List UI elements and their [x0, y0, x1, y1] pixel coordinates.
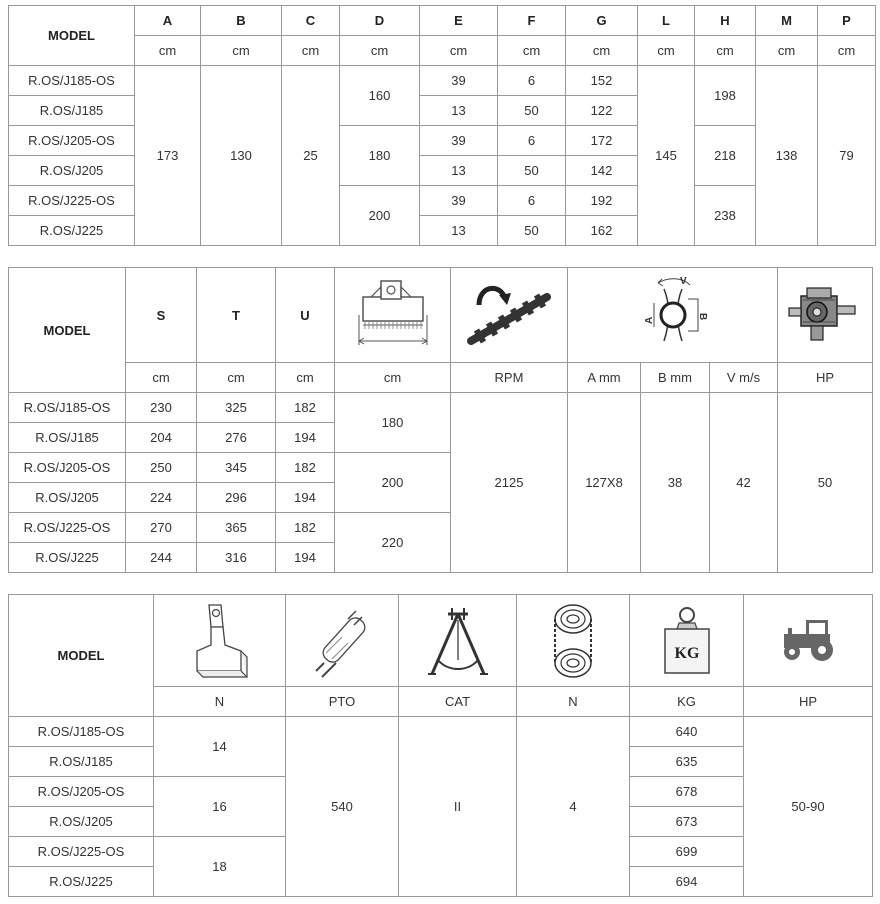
value-s: 270 — [126, 513, 197, 543]
unit-cell: cm — [201, 36, 282, 66]
value-a-mm: 127X8 — [568, 393, 641, 573]
tractor-icon — [778, 616, 838, 666]
pto-header — [286, 595, 399, 687]
value-b: 130 — [201, 66, 282, 246]
unit-cell: HP — [744, 687, 873, 717]
model-cell: R.OS/J205 — [9, 807, 154, 837]
unit-cell: CAT — [399, 687, 517, 717]
model-cell: R.OS/J185 — [9, 747, 154, 777]
mower-width-header — [335, 268, 451, 363]
model-cell: R.OS/J205 — [9, 156, 135, 186]
value-hammers: 18 — [154, 837, 286, 897]
value-pto: 540 — [286, 717, 399, 897]
belt-section-icon — [618, 273, 728, 357]
dimensions-table — [8, 5, 876, 246]
value-width: 220 — [335, 513, 451, 573]
belt-b-label: B — [696, 313, 708, 321]
value-b-mm: 38 — [641, 393, 710, 573]
value-s: 204 — [126, 423, 197, 453]
model-cell: R.OS/J225 — [9, 216, 135, 246]
model-cell: R.OS/J225-OS — [9, 837, 154, 867]
model-cell: R.OS/J185-OS — [9, 717, 154, 747]
model-cell: R.OS/J185 — [9, 423, 126, 453]
column-header: G — [566, 6, 638, 36]
value-f: 50 — [498, 216, 566, 246]
value-u: 182 — [276, 513, 335, 543]
value-p: 79 — [818, 66, 876, 246]
value-e: 39 — [420, 126, 498, 156]
model-cell: R.OS/J205-OS — [9, 453, 126, 483]
value-g: 162 — [566, 216, 638, 246]
value-e: 13 — [420, 216, 498, 246]
value-v-ms: 42 — [710, 393, 778, 573]
model-cell: R.OS/J185 — [9, 96, 135, 126]
unit-cell: A mm — [568, 363, 641, 393]
value-e: 39 — [420, 186, 498, 216]
value-hammers: 14 — [154, 717, 286, 777]
value-kg: 673 — [630, 807, 744, 837]
value-f: 6 — [498, 66, 566, 96]
value-s: 230 — [126, 393, 197, 423]
model-header: MODEL — [9, 268, 126, 393]
unit-cell: cm — [197, 363, 276, 393]
unit-cell: cm — [135, 36, 201, 66]
belt-v-label: V — [679, 276, 687, 287]
value-d: 200 — [340, 186, 420, 246]
column-header: H — [695, 6, 756, 36]
weight-icon-label: KG — [674, 644, 699, 662]
value-a: 173 — [135, 66, 201, 246]
unit-cell: V m/s — [710, 363, 778, 393]
value-t: 365 — [197, 513, 276, 543]
unit-cell: cm — [276, 363, 335, 393]
unit-cell: cm — [638, 36, 695, 66]
weight-header — [630, 595, 744, 687]
value-u: 194 — [276, 423, 335, 453]
value-g: 142 — [566, 156, 638, 186]
unit-cell: B mm — [641, 363, 710, 393]
value-t: 325 — [197, 393, 276, 423]
hammer-header — [154, 595, 286, 687]
value-g: 122 — [566, 96, 638, 126]
value-t: 276 — [197, 423, 276, 453]
value-u: 182 — [276, 393, 335, 423]
unit-cell: cm — [566, 36, 638, 66]
model-cell: R.OS/J225 — [9, 867, 154, 897]
value-kg: 699 — [630, 837, 744, 867]
column-header: D — [340, 6, 420, 36]
model-cell: R.OS/J205-OS — [9, 777, 154, 807]
value-hp: 50-90 — [744, 717, 873, 897]
value-e: 13 — [420, 156, 498, 186]
value-u: 194 — [276, 543, 335, 573]
value-h: 218 — [695, 126, 756, 186]
hammer-blade-icon — [185, 601, 255, 681]
column-header: L — [638, 6, 695, 36]
unit-cell: PTO — [286, 687, 399, 717]
model-header: MODEL — [9, 595, 154, 717]
unit-cell: cm — [340, 36, 420, 66]
value-e: 13 — [420, 96, 498, 126]
value-g: 172 — [566, 126, 638, 156]
value-c: 25 — [282, 66, 340, 246]
value-hammers: 16 — [154, 777, 286, 837]
weight-icon — [657, 603, 717, 679]
value-m: 138 — [756, 66, 818, 246]
mower-width-icon — [351, 275, 435, 355]
unit-cell: KG — [630, 687, 744, 717]
three-point-hitch-icon — [418, 600, 498, 682]
belt-a-label: A — [643, 316, 655, 324]
value-d: 160 — [340, 66, 420, 126]
model-header: MODEL — [9, 6, 135, 66]
value-rpm: 2125 — [451, 393, 568, 573]
value-belts: 4 — [517, 717, 630, 897]
pto-shaft-icon — [302, 601, 382, 681]
column-header: B — [201, 6, 282, 36]
value-t: 345 — [197, 453, 276, 483]
value-cat: II — [399, 717, 517, 897]
unit-cell: cm — [498, 36, 566, 66]
value-kg: 640 — [630, 717, 744, 747]
value-width: 200 — [335, 453, 451, 513]
equipment-table — [8, 594, 873, 897]
unit-cell: cm — [756, 36, 818, 66]
column-header: P — [818, 6, 876, 36]
value-t: 296 — [197, 483, 276, 513]
column-header: M — [756, 6, 818, 36]
value-h: 238 — [695, 186, 756, 246]
unit-cell: N — [154, 687, 286, 717]
value-u: 182 — [276, 453, 335, 483]
value-d: 180 — [340, 126, 420, 186]
unit-cell: cm — [818, 36, 876, 66]
column-header: U — [276, 268, 335, 363]
column-header: C — [282, 6, 340, 36]
model-cell: R.OS/J225-OS — [9, 186, 135, 216]
value-f: 50 — [498, 96, 566, 126]
column-header: E — [420, 6, 498, 36]
model-cell: R.OS/J225-OS — [9, 513, 126, 543]
tractor-header — [744, 595, 873, 687]
column-header: T — [197, 268, 276, 363]
value-g: 152 — [566, 66, 638, 96]
value-s: 244 — [126, 543, 197, 573]
cat-header — [399, 595, 517, 687]
value-t: 316 — [197, 543, 276, 573]
value-h: 198 — [695, 66, 756, 126]
specifications-table — [8, 267, 873, 573]
value-f: 6 — [498, 186, 566, 216]
value-l: 145 — [638, 66, 695, 246]
gearbox-header — [778, 268, 873, 363]
model-cell: R.OS/J185-OS — [9, 393, 126, 423]
belts-icon — [543, 601, 603, 681]
unit-cell: cm — [420, 36, 498, 66]
unit-cell: cm — [126, 363, 197, 393]
rotor-header — [451, 268, 568, 363]
unit-cell: HP — [778, 363, 873, 393]
value-u: 194 — [276, 483, 335, 513]
value-s: 250 — [126, 453, 197, 483]
value-g: 192 — [566, 186, 638, 216]
unit-cell: RPM — [451, 363, 568, 393]
value-f: 50 — [498, 156, 566, 186]
column-header: A — [135, 6, 201, 36]
value-kg: 678 — [630, 777, 744, 807]
gearbox-icon — [787, 280, 863, 350]
belt-section-header — [568, 268, 778, 363]
value-width: 180 — [335, 393, 451, 453]
model-cell: R.OS/J185-OS — [9, 66, 135, 96]
model-cell: R.OS/J205 — [9, 483, 126, 513]
column-header: S — [126, 268, 197, 363]
value-kg: 694 — [630, 867, 744, 897]
rotor-icon — [461, 275, 557, 355]
unit-cell: cm — [282, 36, 340, 66]
unit-cell: cm — [335, 363, 451, 393]
value-f: 6 — [498, 126, 566, 156]
belts-header — [517, 595, 630, 687]
value-s: 224 — [126, 483, 197, 513]
unit-cell: N — [517, 687, 630, 717]
value-e: 39 — [420, 66, 498, 96]
model-cell: R.OS/J205-OS — [9, 126, 135, 156]
model-cell: R.OS/J225 — [9, 543, 126, 573]
value-kg: 635 — [630, 747, 744, 777]
unit-cell: cm — [695, 36, 756, 66]
value-hp: 50 — [778, 393, 873, 573]
column-header: F — [498, 6, 566, 36]
